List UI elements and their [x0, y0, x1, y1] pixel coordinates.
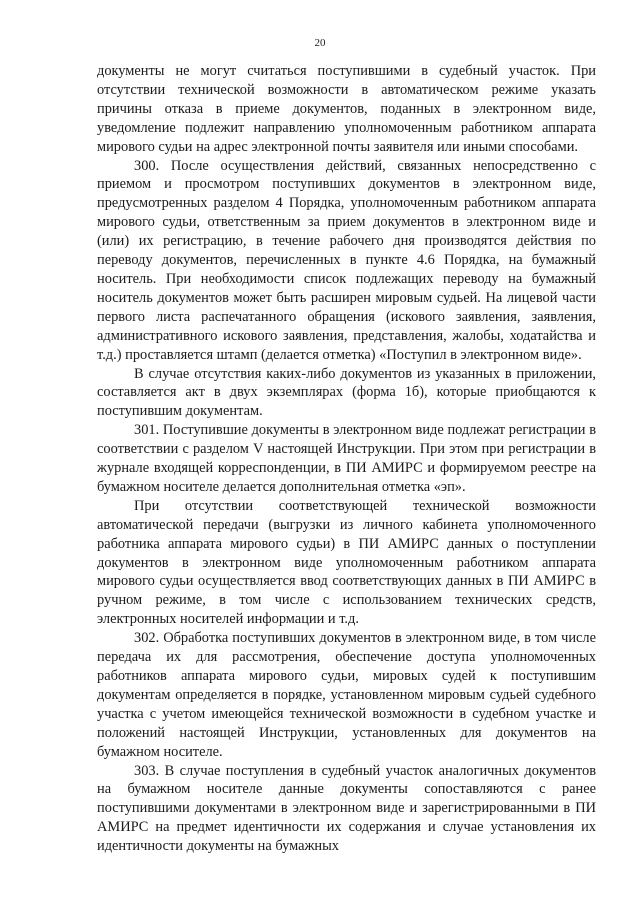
page-number: 20 — [314, 37, 326, 49]
paragraph-item-301: 301. Поступившие документы в электронном виде подлежат регистрации в соответствии с разделом V настоящей Инструкции. При этом при регистрации в журнале входящей корреспонденции, в ПИ АМИРС и формируемом реестре на бумажном носителе делается дополнительная отметка «эп». — [97, 422, 596, 495]
document-body — [97, 62, 596, 856]
paragraph-item-303: 303. В случае поступления в судебный участок аналогичных документов на бумажном носителе данные документы сопоставляются с ранее поступившими документами в электронном виде и зарегистрированными в ПИ АМИРС на предмет идентичности их содержания и случае установления их идентичности документы на бумажных — [97, 762, 596, 855]
paragraph-item-300-missing-documents: В случае отсутствия каких-либо документов из указанных в приложении, составляется акт в двух экземплярах (форма 1б), которые приобщаются к поступившим документам. — [97, 365, 596, 420]
paragraph-item-301-manual-entry: При отсутствии соответствующей технической возможности автоматической передачи (выгрузки из личного кабинета уполномоченного работника аппарата мирового судьи) в ПИ АМИРС данных о поступлении документов в электронном виде уполномоченным работником аппарата мирового судьи осуществляется ввод соответствующих данных в ПИ АМИРС в ручном режиме, в том числе с использованием технических средств, электронных носителей информации и т.д. — [97, 497, 596, 628]
paragraph-item-302: 302. Обработка поступивших документов в электронном виде, в том числе передача их для рассмотрения, обеспечение доступа уполномоченных работников аппарата мирового судьи, мировых судей к поступившим документам определяется в порядке, установленном мировым судьей судебного участка с учетом имеющейся технической возможности в судебном участке и положений настоящей Инструкции, установленных для документов на бумажном носителе. — [97, 630, 596, 760]
paragraph-item-300: 300. После осуществления действий, связанных непосредственно с приемом и просмотром поступивших документов в электронном виде, предусмотренных разделом 4 Порядка, уполномоченным работником аппарата мирового судьи, ответственным за прием документов в электронном виде и (или) их регистрацию, в течение рабочего дня производятся действия по переводу документов, перечисленных в пункте 4.6 Порядка, на бумажный носитель. При необходимости список подлежащих переводу на бумажный носитель документов может быть расширен мировым судьей. На лицевой части первого листа распечатанного обращения (искового заявления, заявления, административного искового заявления, представления, жалобы, ходатайства и т.д.) проставляется штамп (делается отметка) «Поступил в электронном виде». — [97, 157, 596, 363]
paragraph-continuation: документы не могут считаться поступившими в судебный участок. При отсутствии технической возможности в автоматическом режиме указать причины отказа в приеме документов, поданных в электронном виде, уведомление подлежит направлению уполномоченным работником аппарата мирового судьи на адрес электронной почты заявителя или иными способами. — [97, 63, 596, 155]
